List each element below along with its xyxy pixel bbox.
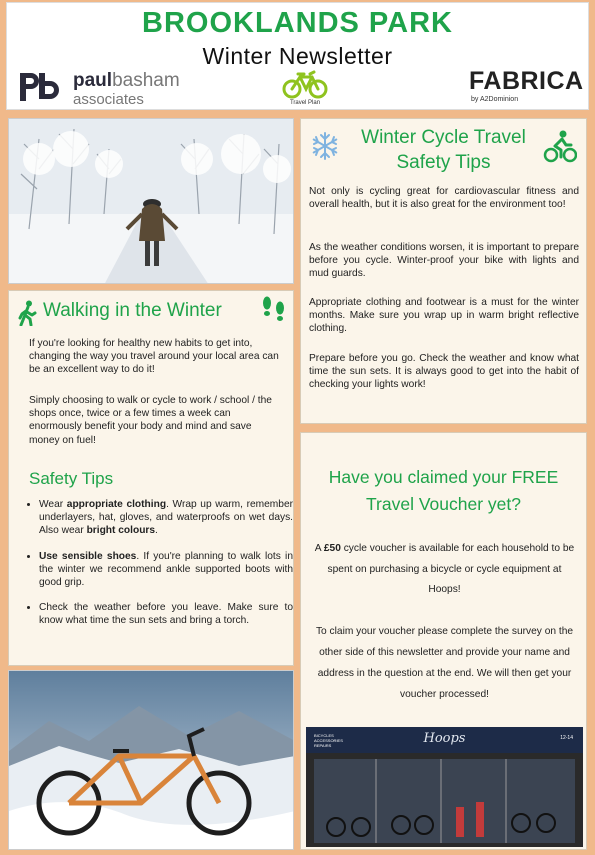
shop-number: 12-14 — [560, 735, 573, 741]
bike-snow-image — [9, 671, 294, 850]
pb-mark-icon — [17, 69, 63, 105]
fabrica-logo — [469, 67, 589, 107]
paul-basham-logo — [17, 67, 180, 108]
voucher-heading-line-1: Have you claimed your FREE — [328, 467, 559, 487]
cycle-heading-line-2: Safety Tips — [396, 152, 491, 173]
safety-tip-clothing: • Wear appropriate clothing. Wrap up warm, remember underlayers, hat, gloves, and waterproofs on wet days. Also wear bright colours. — [39, 498, 293, 538]
safety-tips-list — [21, 498, 293, 640]
cycle-paragraph-2: As the weather conditions worsen, it is important to prepare before you cycle. Winter-proof your bike with lights and mud guards. — [309, 242, 579, 280]
walking-heading: Walking in the Winter — [43, 300, 222, 321]
safety-tips-heading: Safety Tips — [29, 469, 114, 488]
logo-basham: basham — [112, 70, 180, 91]
newsletter-header — [6, 2, 589, 110]
cyclist-icon — [543, 129, 577, 163]
newsletter-subtitle: Winter Newsletter — [202, 43, 393, 69]
fabrica-name: FABRICA — [469, 67, 584, 95]
newsletter-title: BROOKLANDS PARK — [142, 7, 453, 39]
logo-paul: paul — [73, 70, 113, 91]
winter-walk-image — [9, 119, 294, 284]
travel-plan-logo — [275, 69, 335, 109]
cycle-heading-line-1: Winter Cycle Travel — [361, 127, 526, 148]
cycle-paragraph-3: Appropriate clothing and footwear is a must for the winter months. Make sure you wrap up in warm bright reflective clothing. — [309, 297, 579, 335]
voucher-panel — [300, 432, 587, 850]
logo-associates: associates — [73, 91, 144, 108]
cycle-paragraph-1: Not only is cycling great for cardiovascular fitness and overall health, but it is also great for the environment too! — [309, 186, 579, 211]
walking-panel — [8, 290, 294, 666]
safety-tip-weather: • Check the weather before you leave. Make sure to know what time the sun sets and bring a torch. — [39, 601, 293, 627]
bicycle-logo-icon — [280, 69, 330, 99]
walking-person-icon — [18, 300, 38, 326]
walking-paragraph-2: Simply choosing to walk or cycle to work / school / the shops once, twice or a few times a week can enormously benefit your body and mind and save money on fuel! — [29, 395, 272, 446]
footprints-icon — [260, 295, 288, 325]
hoops-shop-photo — [306, 727, 583, 847]
travel-plan-caption: Travel Plan — [289, 100, 321, 106]
fabrica-sub: by A2Dominion — [471, 96, 519, 103]
shop-sign: Hoops — [423, 731, 466, 746]
shop-sign-left: BICYCLES ACCESSORIES REPAIRS — [314, 733, 343, 748]
safety-tip-shoes: • Use sensible shoes. If you're planning to walk lots in the winter we recommend ankle supported boots with good grip. — [39, 550, 293, 590]
cycle-safety-panel — [300, 118, 587, 424]
voucher-paragraph-2: To claim your voucher please complete the survey on the other side of this newsletter and provide your name and address in the question at the end. We will then get your voucher processed! — [315, 626, 574, 700]
voucher-heading-line-2: Travel Voucher yet? — [366, 494, 521, 514]
cycle-paragraph-4: Prepare before you go. Check the weather and know what time the sun sets. It is always good to get into the habit of checking your lights work! — [309, 353, 579, 391]
bike-snow-photo — [8, 670, 294, 850]
winter-walk-photo — [8, 118, 294, 284]
voucher-paragraph-1: A £50 cycle voucher is available for each household to be spent on purchasing a bicycle or cycle equipment at Hoops! — [314, 543, 575, 595]
walking-paragraph-1: If you're looking for healthy new habits to get into, changing the way you travel around your local area can be an excellent way to do it! — [29, 338, 279, 376]
